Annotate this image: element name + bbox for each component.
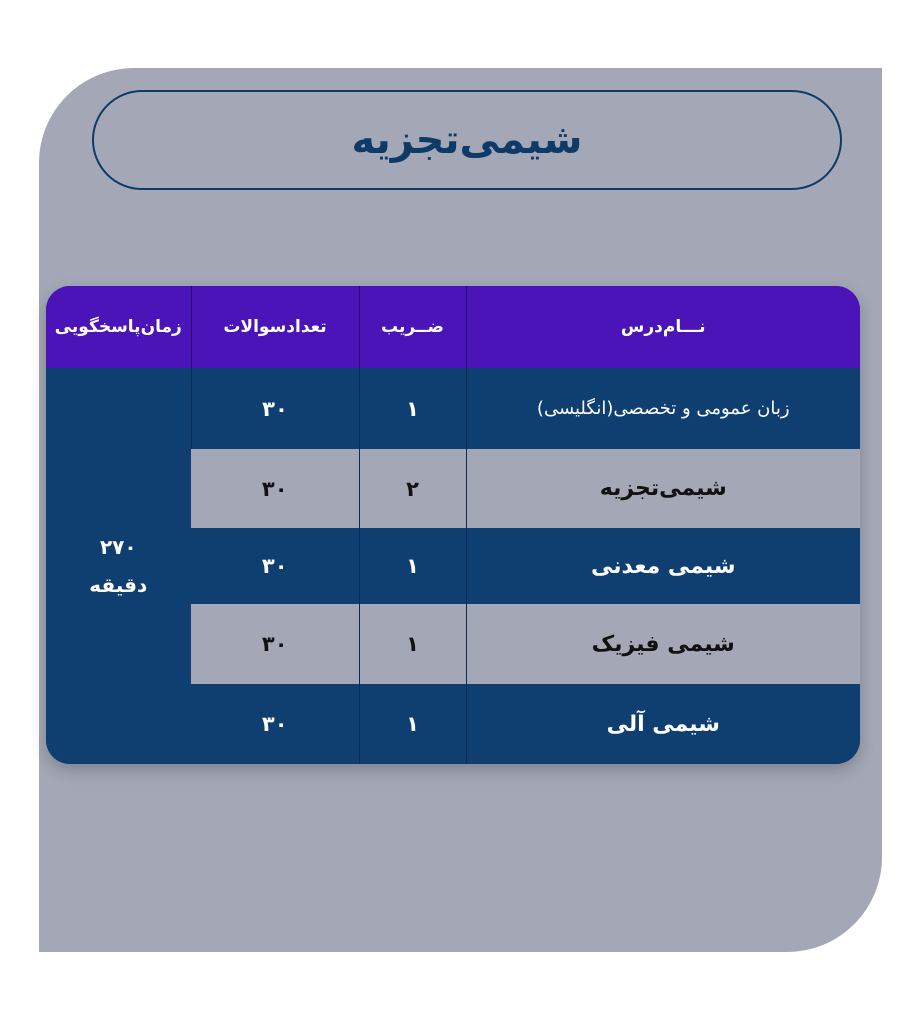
coefficient-cell: ۱ bbox=[359, 528, 466, 604]
questions-cell: ۳۰ bbox=[191, 528, 359, 604]
header-answer-time: زمان‌پاسخگویی bbox=[46, 286, 191, 368]
header-subject: نـــام‌درس bbox=[466, 286, 860, 368]
subject-cell: زبان عمومی و تخصصی(انگلیسی) bbox=[466, 368, 860, 449]
questions-cell: ۳۰ bbox=[191, 684, 359, 764]
questions-cell: ۳۰ bbox=[191, 449, 359, 528]
header-coefficient: ضــریب bbox=[359, 286, 466, 368]
questions-cell: ۳۰ bbox=[191, 368, 359, 449]
coefficient-cell: ۱ bbox=[359, 684, 466, 764]
title-pill bbox=[92, 90, 842, 190]
exam-table bbox=[46, 286, 860, 764]
subject-cell: شیمی فیزیک bbox=[466, 604, 860, 684]
answer-time-unit: دقیقه bbox=[89, 573, 148, 597]
page-title: شیمی‌تجزیه bbox=[351, 117, 583, 163]
coefficient-cell: ۱ bbox=[359, 604, 466, 684]
subject-cell: شیمی‌تجزیه bbox=[466, 449, 860, 528]
table-header-row bbox=[46, 286, 860, 368]
exam-table-container bbox=[46, 286, 860, 764]
header-questions: تعدادسوالات bbox=[191, 286, 359, 368]
subject-cell: شیمی آلی bbox=[466, 684, 860, 764]
subject-cell: شیمی معدنی bbox=[466, 528, 860, 604]
coefficient-cell: ۱ bbox=[359, 368, 466, 449]
questions-cell: ۳۰ bbox=[191, 604, 359, 684]
answer-time-cell bbox=[46, 368, 191, 764]
coefficient-cell: ۲ bbox=[359, 449, 466, 528]
table-row bbox=[46, 368, 860, 449]
answer-time-value: ۲۷۰ bbox=[99, 535, 137, 559]
